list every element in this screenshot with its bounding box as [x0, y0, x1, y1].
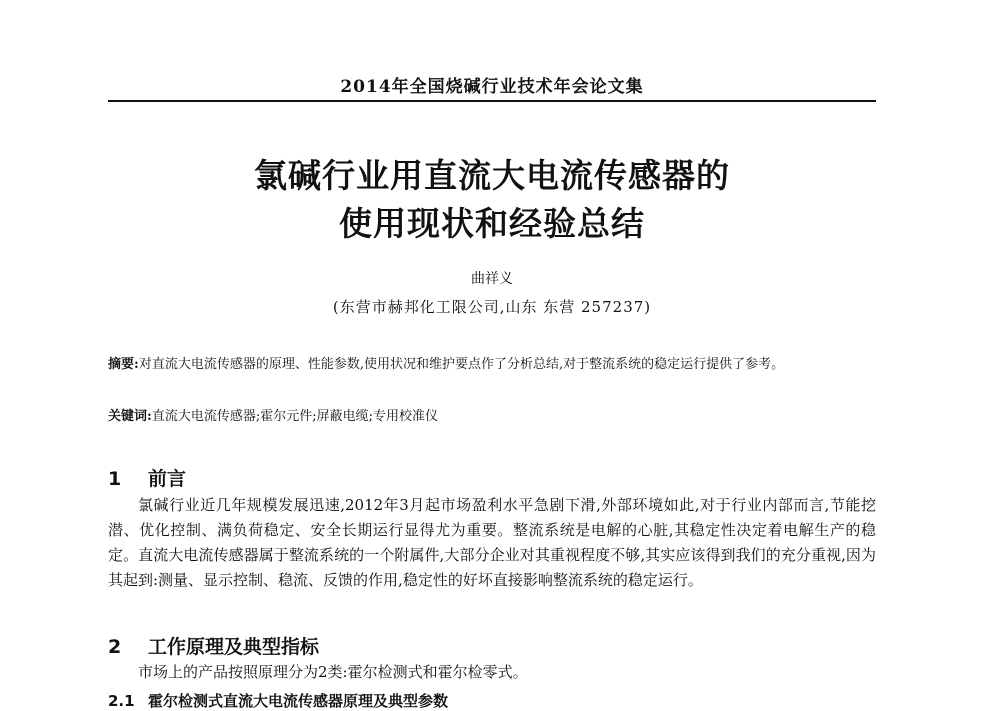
- paper-title-line-2: 使用现状和经验总结: [339, 204, 645, 243]
- author-name: 曲祥义: [471, 271, 513, 287]
- section-2-title: 工作原理及典型指标: [148, 636, 320, 658]
- subsection-2-1-title: 霍尔检测式直流大电流传感器原理及典型参数: [148, 692, 449, 710]
- abstract-label: 摘要:: [108, 357, 139, 372]
- section-1-number: 1: [108, 468, 122, 490]
- author-affiliation: (东营市赫邦化工限公司,山东 东营 257237): [332, 298, 652, 316]
- section-2-paragraph: 市场上的产品按照原理分为2类:霍尔检测式和霍尔检零式。: [138, 663, 528, 681]
- section-1-title: 前言: [148, 468, 187, 490]
- section-1-heading: [108, 464, 186, 491]
- section-1-paragraph: 氯碱行业近几年规模发展迅速,2012年3月起市场盈利水平急剧下滑,外部环境如此,对于行业内部而言,节能挖潜、优化控制、满负荷稳定、安全长期运行显得尤为重要。整流系统是电解的心脏,其稳定性决定着电解生产的稳定。直流大电流传感器属于整流系统的一个附属件,大部分企业对其重视程度不够,其实应该得到我们的充分重视,因为其起到:测量、显示控制、稳流、反馈的作用,稳定性的好坏直接影响整流系统的稳定运行。: [108, 496, 876, 589]
- keywords: [108, 404, 876, 430]
- header-rule: [108, 100, 876, 102]
- keywords-label: 关键词:: [108, 409, 152, 424]
- keywords-text: 直流大电流传感器;霍尔元件;屏蔽电缆;专用校准仪: [151, 409, 438, 424]
- section-2-heading: [108, 632, 319, 659]
- abstract-text: 对直流大电流传感器的原理、性能参数,使用状况和维护要点作了分析总结,对于整流系统的稳定运行提供了参考。: [138, 357, 785, 372]
- running-head: 2014年全国烧碱行业技术年会论文集: [340, 77, 644, 97]
- abstract: [108, 352, 876, 378]
- paper-title-line-1: 氯碱行业用直流大电流传感器的: [254, 156, 730, 195]
- subsection-2-1-number: 2.1: [108, 692, 135, 710]
- section-2-number: 2: [108, 636, 122, 658]
